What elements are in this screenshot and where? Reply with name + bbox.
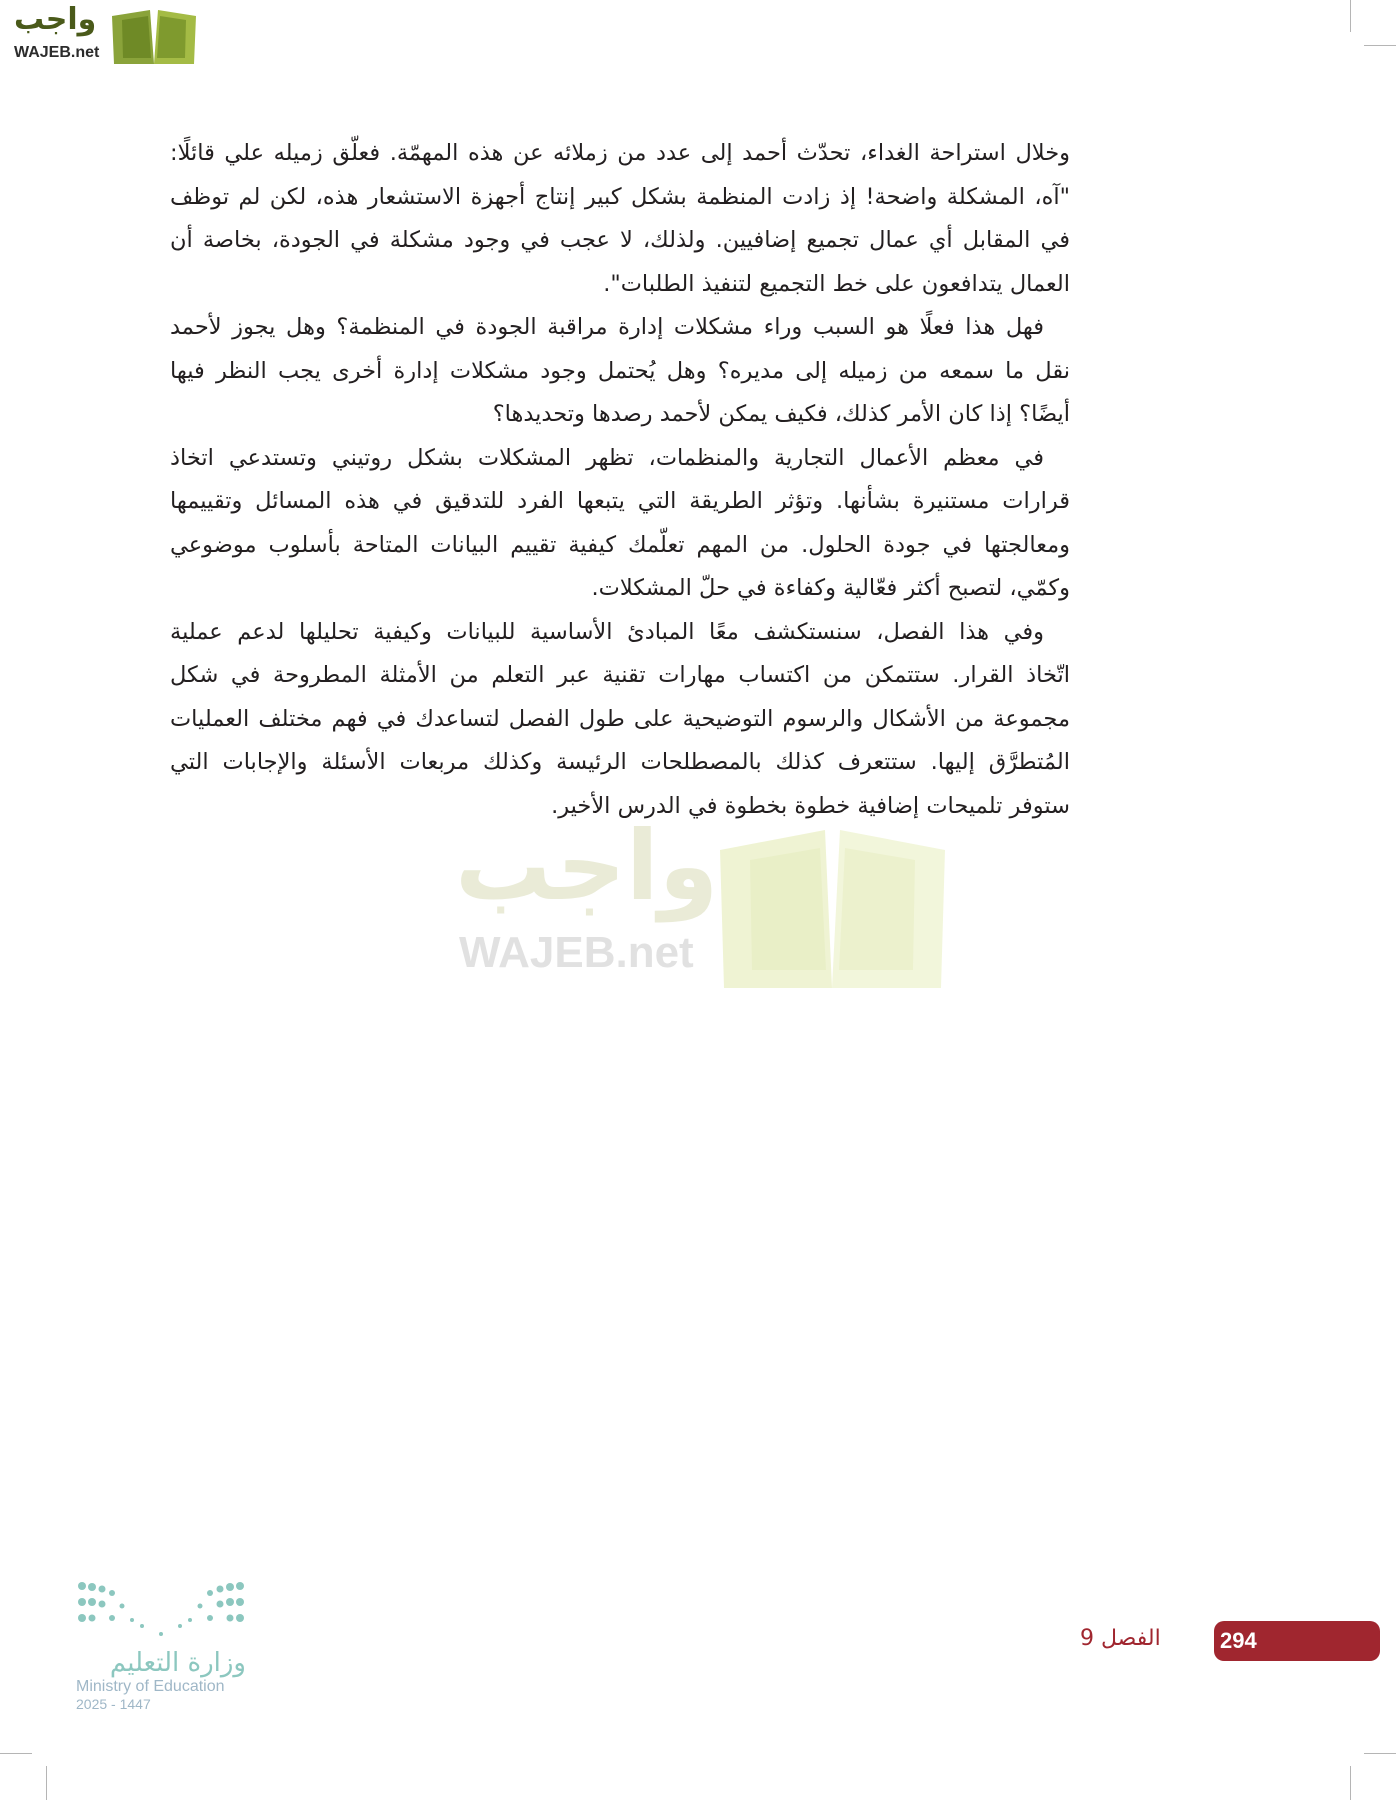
text-line: وخلال استراحة الغداء، تحدّث أحمد إلى عدد من زملائه عن هذه المهمّة. فعلّق زميله علي قائلًا:: [170, 140, 1070, 166]
paragraph-3: [170, 437, 1070, 611]
crop-mark: [1364, 1753, 1396, 1754]
paragraph-1: [170, 132, 1070, 306]
text-line: "آه، المشكلة واضحة! إذ زادت المنظمة بشكل كبير إنتاج أجهزة الاستشعار هذه، لكن لم توظف: [170, 183, 1070, 210]
text-line: اتّخاذ القرار. ستتمكن من اكتساب مهارات تقنية عبر التعلم من الأمثلة المطروحة في شكل: [170, 662, 1070, 688]
body-text: [170, 132, 1070, 828]
paragraph-2: [170, 306, 1070, 437]
academic-year: 2025 - 1447: [76, 1696, 151, 1712]
text-line: العمال يتدافعون على خط التجميع لتنفيذ الطلبات".: [603, 270, 1070, 297]
text-line: مجموعة من الأشكال والرسوم التوضيحية على طول الفصل لتساعدك في فهم مختلف العمليات: [170, 705, 1070, 732]
crop-mark: [1364, 45, 1396, 46]
ministry-dots-icon: [76, 1580, 246, 1640]
text-line: وفي هذا الفصل، سنستكشف معًا المبادئ الأساسية للبيانات وكيفية تحليلها لدعم عملية: [170, 618, 1044, 645]
book-icon: [110, 6, 198, 68]
text-line: فهل هذا فعلًا هو السبب وراء مشكلات إدارة مراقبة الجودة في المنظمة؟ وهل يجوز لأحمد: [170, 314, 1044, 340]
ministry-name-arabic: وزارة التعليم: [109, 1648, 246, 1678]
crop-mark: [1350, 0, 1351, 32]
ministry-name-english: Ministry of Education: [76, 1678, 225, 1695]
text-line: في معظم الأعمال التجارية والمنظمات، تظهر المشكلات بشكل روتيني وتستدعي اتخاذ: [170, 444, 1044, 471]
wajeb-logo[interactable]: [10, 4, 190, 68]
watermark: [455, 810, 955, 990]
paragraph-4: [170, 611, 1070, 829]
ministry-logo: [76, 1580, 256, 1712]
text-line: المُتطرَّق إليها. ستتعرف كذلك بالمصطلحات الرئيسة وكذلك مربعات الأسئلة والإجابات التي: [170, 749, 1070, 775]
text-line: ستوفر تلميحات إضافية خطوة بخطوة في الدرس الأخير.: [551, 792, 1070, 819]
text-line: قرارات مستنيرة بشأنها. وتؤثر الطريقة التي يتبعها الفرد للتدقيق في هذه المسائل وتقييمها: [170, 488, 1070, 514]
text-line: ومعالجتها في جودة الحلول. من المهم تعلّمك كيفية تقييم البيانات المتاحة بأسلوب موضوعي: [170, 531, 1070, 558]
watermark-english: WAJEB.net: [459, 928, 694, 977]
text-line: نقل ما سمعه من زميله إلى مديره؟ وهل يُحتمل وجود مشكلات إدارة أخرى يجب النظر فيها: [170, 357, 1070, 384]
text-line: في المقابل أي عمال تجميع إضافيين. ولذلك، لا عجب في وجود مشكلة في الجودة، بخاصة أن: [170, 227, 1070, 253]
watermark-arabic: واجب: [455, 810, 719, 922]
logo-arabic: واجب: [14, 2, 97, 37]
text-line: أيضًا؟ إذا كان الأمر كذلك، فكيف يمكن لأحمد رصدها وتحديدها؟: [492, 401, 1070, 427]
crop-mark: [46, 1766, 47, 1800]
crop-mark: [0, 1753, 32, 1754]
chapter-label: الفصل 9: [1080, 1626, 1161, 1651]
crop-mark: [1350, 1766, 1351, 1800]
page-number: 294: [1220, 1628, 1257, 1653]
text-line: وكمّي، لتصبح أكثر فعّالية وكفاءة في حلّ المشكلات.: [591, 575, 1070, 601]
logo-english: WAJEB.net: [14, 44, 100, 61]
watermark-book-icon: [720, 820, 945, 990]
page-number-badge: [1214, 1621, 1380, 1661]
